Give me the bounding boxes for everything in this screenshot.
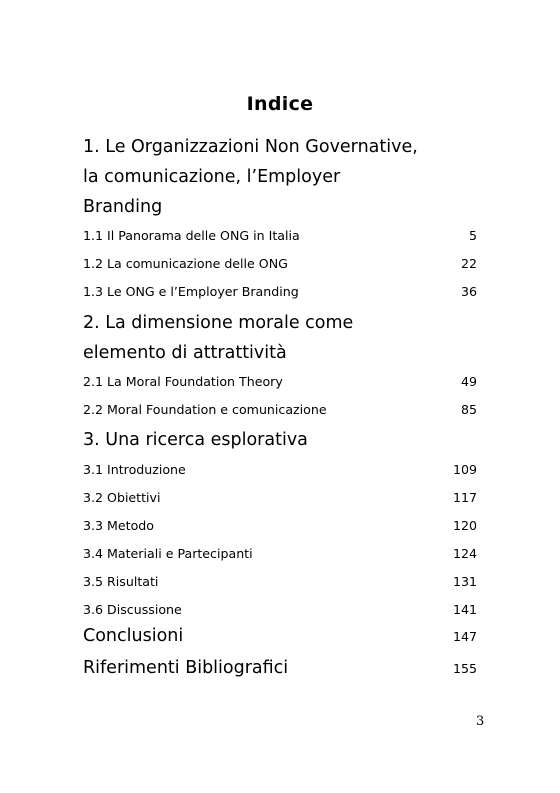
toc-entry (83, 490, 477, 510)
toc-entry-page: 36 (460, 284, 477, 299)
toc-entry-label: 3.5 Risultati (83, 574, 159, 589)
toc-entry-page: 124 (452, 546, 477, 561)
toc-entry-label: 3.6 Discussione (83, 602, 182, 617)
chapter-1-heading (83, 132, 418, 222)
chapter-2-heading (83, 308, 353, 368)
toc-entry (83, 284, 477, 304)
chapter-heading-line: 3. Una ricerca esplorativa (83, 430, 308, 450)
chapter-heading-line: 2. La dimensione morale come (83, 313, 354, 333)
toc-entry-page: 120 (452, 518, 477, 533)
toc-entry-page: 141 (452, 602, 477, 617)
chapter-3-heading (83, 425, 308, 455)
toc-entry-label: 1.3 Le ONG e l’Employer Branding (83, 284, 299, 299)
toc-entry-label: 3.3 Metodo (83, 518, 154, 533)
toc-entry (83, 574, 477, 594)
toc-entry (83, 602, 477, 622)
chapter-heading-line: elemento di attrattività (83, 343, 287, 363)
toc-entry-label: 3.2 Obiettivi (83, 490, 161, 505)
toc-entry-page: 22 (460, 256, 477, 271)
toc-entry-page: 117 (452, 490, 477, 505)
toc-entry (83, 374, 477, 394)
chapter-heading-line: Branding (83, 197, 163, 217)
toc-entry (83, 256, 477, 276)
toc-entry-riferimenti (83, 658, 477, 684)
toc-entry-page: 131 (452, 574, 477, 589)
toc-entry-label: 1.1 Il Panorama delle ONG in Italia (83, 228, 300, 243)
toc-entry-page: 49 (460, 374, 477, 389)
toc-entry-label: Conclusioni (83, 626, 184, 646)
toc-entry-label: 1.2 La comunicazione delle ONG (83, 256, 288, 271)
toc-entry-label: 2.2 Moral Foundation e comunicazione (83, 402, 327, 417)
toc-entry (83, 518, 477, 538)
toc-entry-page: 85 (460, 402, 477, 417)
toc-entry (83, 462, 477, 482)
chapter-heading-line: la comunicazione, l’Employer (83, 167, 341, 187)
toc-entry-page: 155 (452, 661, 477, 676)
toc-entry-page: 109 (452, 462, 477, 477)
toc-entry (83, 228, 477, 248)
page-number: 3 (476, 714, 485, 729)
toc-entry-label: 3.4 Materiali e Partecipanti (83, 546, 253, 561)
toc-entry-page: 147 (452, 629, 477, 644)
chapter-heading-line: 1. Le Organizzazioni Non Governative, (83, 137, 418, 157)
toc-entry (83, 402, 477, 422)
toc-entry-label: 3.1 Introduzione (83, 462, 186, 477)
page-title: Indice (246, 93, 314, 115)
toc-entry-label: 2.1 La Moral Foundation Theory (83, 374, 283, 389)
toc-entry-label: Riferimenti Bibliografici (83, 658, 289, 678)
toc-entry-page: 5 (468, 228, 477, 243)
toc-entry-conclusioni (83, 626, 477, 652)
toc-entry (83, 546, 477, 566)
